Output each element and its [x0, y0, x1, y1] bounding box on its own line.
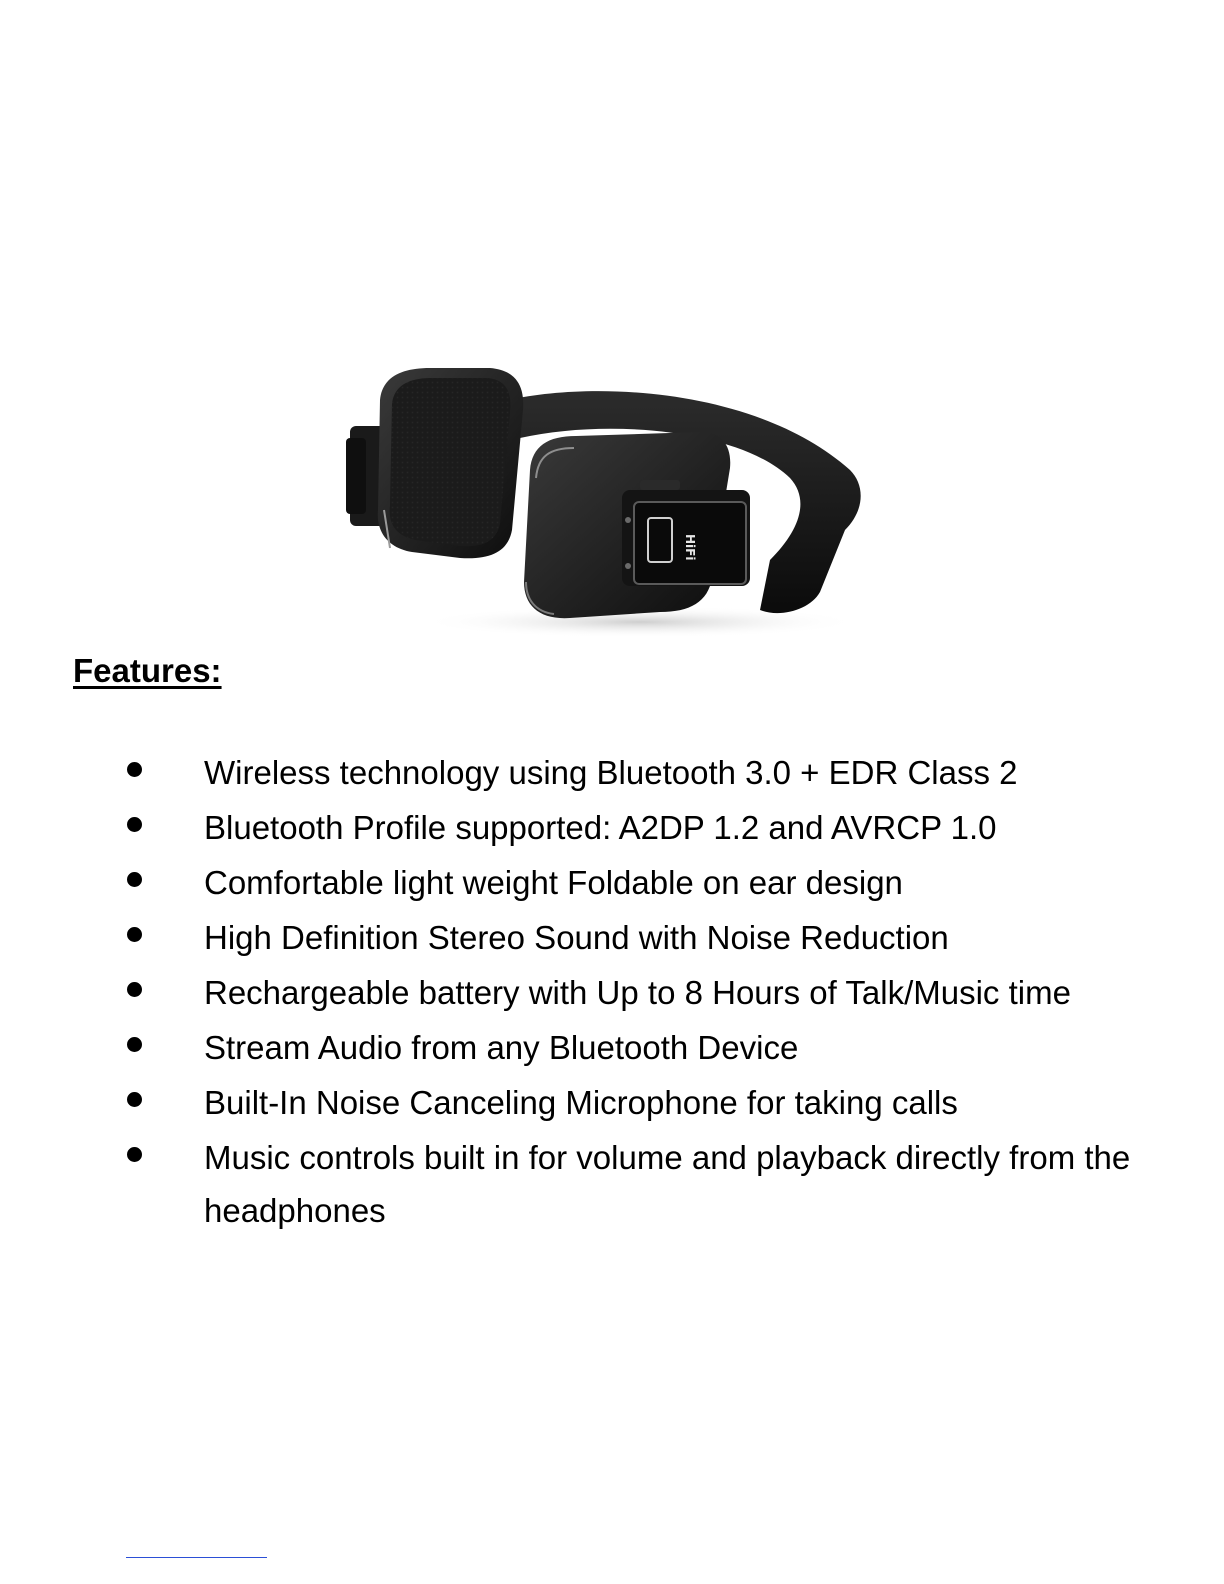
bullet-icon	[127, 817, 142, 832]
feature-text: Built-In Noise Canceling Microphone for taking calls	[204, 1084, 958, 1121]
list-item	[0, 852, 1224, 907]
bullet-icon	[127, 1092, 142, 1107]
bullet-icon	[127, 927, 142, 942]
feature-text: Comfortable light weight Foldable on ear design	[204, 864, 903, 901]
svg-text:HiFi: HiFi	[683, 534, 697, 561]
feature-text: High Definition Stereo Sound with Noise Reduction	[204, 919, 949, 956]
bullet-icon	[127, 1037, 142, 1052]
list-item	[0, 1072, 1224, 1127]
feature-text: Bluetooth Profile supported: A2DP 1.2 and AVRCP 1.0	[204, 809, 997, 846]
list-item	[0, 742, 1224, 797]
bullet-icon	[127, 762, 142, 777]
bullet-icon	[127, 872, 142, 887]
list-item	[0, 1017, 1224, 1072]
feature-text: Rechargeable battery with Up to 8 Hours of Talk/Music time	[204, 974, 1071, 1011]
feature-text: Stream Audio from any Bluetooth Device	[204, 1029, 799, 1066]
feature-text: Wireless technology using Bluetooth 3.0 + EDR Class 2	[204, 754, 1018, 791]
features-heading: Features:	[73, 652, 222, 689]
feature-text: Music controls built in for volume and playback directly from the headphones	[204, 1139, 1131, 1229]
footer-rule	[126, 1557, 267, 1558]
bullet-icon	[127, 982, 142, 997]
features-list	[0, 742, 1224, 1235]
list-item	[0, 907, 1224, 962]
bullet-icon	[127, 1147, 142, 1162]
list-item	[0, 797, 1224, 852]
list-item	[0, 1127, 1224, 1235]
list-item	[0, 962, 1224, 1017]
headphones-image	[340, 360, 880, 640]
